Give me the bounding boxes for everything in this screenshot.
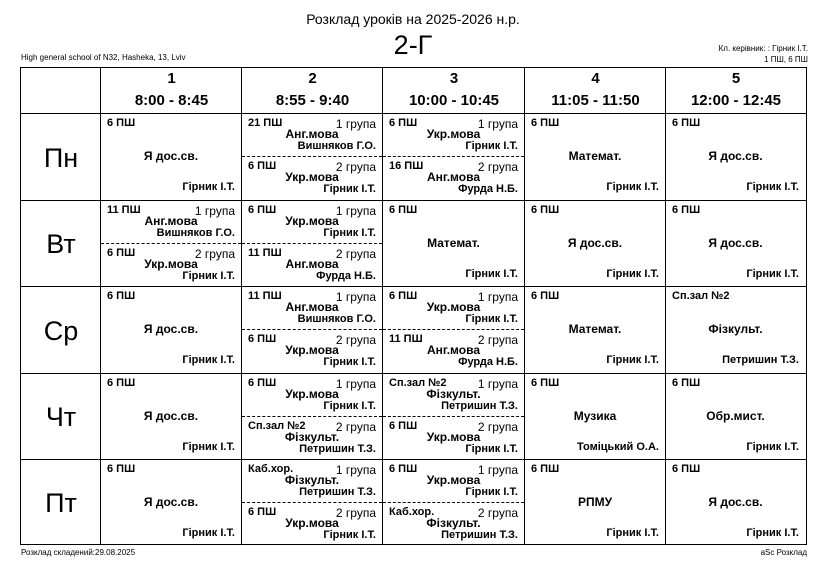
lesson-teacher: Гірник І.Т. — [182, 527, 235, 539]
lesson-subject: Фізкульт. — [426, 516, 481, 530]
lesson-room: Сп.зал №2 — [389, 377, 447, 389]
lesson-subject: Обр.мист. — [706, 409, 765, 423]
lesson-group: 2 група — [335, 506, 376, 520]
lesson-teacher: Гірник І.Т. — [182, 181, 235, 193]
lesson-teacher: Гірник І.Т. — [182, 270, 235, 282]
lesson-room: Сп.зал №2 — [672, 290, 730, 302]
lesson-subject: Я дос.св. — [143, 149, 199, 163]
group-lesson-top — [383, 287, 524, 329]
lesson-cell[interactable] — [383, 460, 524, 545]
group-lesson-top — [101, 201, 241, 243]
period-header — [383, 68, 525, 114]
period-number: 4 — [591, 70, 600, 87]
lesson-cell[interactable] — [383, 201, 524, 286]
lesson-room: 6 ПШ — [107, 117, 136, 129]
lesson-subject: Я дос.св. — [143, 495, 199, 509]
lesson-subject: Фізкульт. — [708, 322, 763, 336]
lesson-subject: Музика — [573, 409, 617, 423]
lesson-subject: Я дос.св. — [708, 495, 763, 509]
lesson-room: Каб.хор. — [389, 506, 435, 518]
lesson-subject: Фізкульт. — [426, 387, 481, 401]
lesson-cell[interactable] — [242, 201, 382, 286]
lesson-teacher: Гірник І.Т. — [606, 527, 659, 539]
lesson-group: 1 група — [477, 377, 518, 391]
lesson-cell[interactable] — [242, 460, 382, 545]
timetable-title: Розклад уроків на 2025-2026 н.р. — [306, 11, 520, 27]
lesson-subject: Фізкульт. — [284, 473, 340, 487]
lesson-subject: Математ. — [568, 149, 622, 163]
lesson-room: 6 ПШ — [531, 290, 560, 302]
lesson-room: 6 ПШ — [248, 204, 277, 216]
lesson-teacher: Гірник І.Т. — [606, 354, 659, 366]
period-number: 5 — [731, 70, 741, 87]
lesson-subject: Анг.мова — [427, 170, 480, 184]
lesson-teacher: Гірник І.Т. — [746, 441, 799, 453]
lesson-subject: Я дос.св. — [708, 236, 763, 250]
lesson-subject: Укр.мова — [426, 300, 481, 314]
lesson-cell[interactable] — [666, 374, 805, 459]
group-divider — [242, 416, 382, 417]
lesson-cell[interactable] — [525, 114, 665, 200]
period-header — [666, 68, 806, 114]
lesson-cell[interactable] — [666, 201, 805, 286]
group-lesson-top — [242, 460, 382, 502]
lesson-room: 6 ПШ — [107, 463, 136, 475]
group-lesson-top — [383, 114, 524, 156]
lesson-teacher: Фурда Н.Б. — [316, 270, 376, 282]
lesson-subject: Укр.мова — [285, 214, 339, 228]
group-divider — [383, 502, 524, 503]
lesson-cell[interactable] — [242, 287, 382, 373]
lesson-room: 6 ПШ — [531, 377, 560, 389]
lesson-cell[interactable] — [242, 374, 382, 459]
group-lesson-top — [242, 201, 382, 243]
lesson-teacher: Гірник І.Т. — [746, 527, 799, 539]
lesson-cell[interactable] — [525, 460, 665, 545]
lesson-teacher: Томіцький О.А. — [576, 441, 659, 453]
lesson-subject: Математ. — [568, 322, 622, 336]
lesson-group: 2 група — [335, 333, 376, 347]
lesson-teacher: Гірник І.Т. — [323, 227, 376, 239]
lesson-teacher: Гірник І.Т. — [606, 268, 659, 280]
day-label: Ср — [43, 316, 79, 346]
lesson-room: 6 ПШ — [248, 377, 277, 389]
lesson-subject: Укр.мова — [144, 257, 198, 271]
lesson-room: 6 ПШ — [389, 463, 418, 475]
lesson-teacher: Гірник І.Т. — [746, 268, 799, 280]
lesson-teacher: Вишняков Г.О. — [156, 227, 235, 239]
day-label: Пт — [45, 488, 77, 518]
group-divider — [242, 329, 382, 330]
lesson-teacher: Петришин Т.З. — [441, 529, 518, 541]
lesson-group: 2 група — [477, 160, 518, 174]
period-time: 10:00 - 10:45 — [408, 92, 500, 109]
class-name: 2-Г — [393, 30, 433, 60]
lesson-room: 6 ПШ — [248, 506, 277, 518]
period-time: 12:00 - 12:45 — [690, 92, 782, 109]
lesson-teacher: Гірник І.Т. — [323, 183, 376, 195]
lesson-teacher: Гірник І.Т. — [182, 354, 235, 366]
group-divider — [383, 329, 524, 330]
group-lesson-bottom — [242, 244, 382, 286]
lesson-room: 11 ПШ — [248, 247, 282, 259]
lesson-group: 2 група — [335, 160, 376, 174]
lesson-group: 1 група — [477, 117, 518, 131]
lesson-cell[interactable] — [525, 374, 665, 459]
lesson-subject: Я дос.св. — [143, 322, 199, 336]
lesson-room: 6 ПШ — [672, 204, 701, 216]
period-time: 8:55 - 9:40 — [275, 92, 350, 109]
lesson-group: 1 група — [477, 463, 518, 477]
group-lesson-bottom — [383, 417, 524, 459]
lesson-teacher: Гірник І.Т. — [746, 181, 799, 193]
lesson-cell[interactable] — [101, 460, 241, 545]
lesson-subject: Анг.мова — [285, 300, 339, 314]
lesson-group: 1 група — [335, 290, 376, 304]
group-lesson-bottom — [383, 503, 524, 545]
lesson-room: 6 ПШ — [531, 463, 560, 475]
lesson-cell[interactable] — [666, 114, 805, 200]
class-rooms-line: 1 ПШ, 6 ПШ — [764, 55, 808, 64]
lesson-room: 6 ПШ — [248, 333, 277, 345]
period-header — [525, 68, 666, 114]
lesson-group: 1 група — [335, 204, 376, 218]
lesson-cell[interactable] — [242, 114, 382, 200]
lesson-teacher: Гірник І.Т. — [465, 268, 518, 280]
lesson-group: 1 група — [477, 290, 518, 304]
group-divider — [242, 502, 382, 503]
lesson-teacher: Гірник І.Т. — [465, 443, 518, 455]
lesson-teacher: Вишняков Г.О. — [297, 313, 376, 325]
group-divider — [242, 243, 382, 244]
lesson-cell[interactable] — [101, 287, 241, 373]
group-lesson-bottom — [242, 157, 382, 199]
lesson-group: 2 група — [477, 333, 518, 347]
lesson-teacher: Гірник І.Т. — [606, 181, 659, 193]
class-teacher-info — [719, 43, 808, 65]
lesson-subject: Анг.мова — [285, 257, 339, 271]
group-divider — [383, 156, 524, 157]
lesson-group: 1 група — [335, 463, 376, 477]
lesson-room: 6 ПШ — [107, 290, 136, 302]
lesson-room: 6 ПШ — [107, 377, 136, 389]
period-header — [242, 68, 383, 114]
lesson-room: 11 ПШ — [248, 290, 282, 302]
lesson-subject: Анг.мова — [427, 343, 480, 357]
lesson-subject: Я дос.св. — [708, 149, 763, 163]
lesson-teacher: Фурда Н.Б. — [458, 356, 518, 368]
lesson-room: 6 ПШ — [389, 204, 418, 216]
group-divider — [242, 156, 382, 157]
group-lesson-top — [242, 374, 382, 416]
group-divider — [383, 416, 524, 417]
group-lesson-bottom — [242, 330, 382, 372]
period-number: 3 — [449, 70, 459, 87]
lesson-teacher: Гірник І.Т. — [465, 313, 518, 325]
lesson-group: 2 група — [335, 420, 376, 434]
group-lesson-top — [242, 114, 382, 156]
lesson-cell[interactable] — [383, 114, 524, 200]
lesson-cell[interactable] — [101, 374, 241, 459]
lesson-teacher: Петришин Т.З. — [722, 354, 799, 366]
lesson-subject: Укр.мова — [285, 170, 339, 184]
group-lesson-bottom — [242, 503, 382, 545]
lesson-cell[interactable] — [383, 287, 524, 373]
lesson-teacher: Гірник І.Т. — [465, 140, 518, 152]
lesson-cell[interactable] — [383, 374, 524, 459]
timetable-grid — [20, 67, 807, 545]
lesson-room: 6 ПШ — [672, 463, 701, 475]
lesson-group: 1 група — [335, 117, 376, 131]
lesson-group: 1 група — [194, 204, 235, 218]
lesson-subject: Анг.мова — [144, 214, 198, 228]
lesson-room: 6 ПШ — [672, 117, 701, 129]
lesson-subject: Анг.мова — [285, 127, 339, 141]
lesson-subject: Я дос.св. — [143, 409, 199, 423]
lesson-room: 11 ПШ — [389, 333, 423, 345]
lesson-teacher: Гірник І.Т. — [323, 529, 376, 541]
lesson-cell[interactable] — [525, 201, 665, 286]
group-lesson-top — [242, 287, 382, 329]
lesson-cell[interactable] — [101, 114, 241, 200]
lesson-subject: Укр.мова — [426, 430, 481, 444]
lesson-subject: Укр.мова — [426, 473, 481, 487]
lesson-room: 6 ПШ — [531, 117, 560, 129]
lesson-room: 16 ПШ — [389, 160, 424, 172]
lesson-subject: Укр.мова — [285, 343, 339, 357]
lesson-room: Сп.зал №2 — [248, 420, 306, 432]
lesson-room: 21 ПШ — [248, 117, 283, 129]
lesson-room: 6 ПШ — [389, 420, 418, 432]
group-lesson-bottom — [101, 244, 241, 286]
lesson-room: 6 ПШ — [531, 204, 560, 216]
lesson-room: 6 ПШ — [389, 117, 418, 129]
day-label: Вт — [46, 229, 76, 259]
lesson-room: 6 ПШ — [672, 377, 701, 389]
lesson-teacher: Гірник І.Т. — [323, 400, 376, 412]
lesson-group: 1 група — [335, 377, 376, 391]
period-time: 8:00 - 8:45 — [134, 92, 209, 109]
lesson-subject: Математ. — [427, 236, 480, 250]
lesson-room: 6 ПШ — [107, 247, 136, 259]
lesson-cell[interactable] — [666, 460, 805, 545]
lesson-teacher: Петришин Т.З. — [299, 443, 376, 455]
group-lesson-bottom — [383, 330, 524, 372]
lesson-cell[interactable] — [101, 201, 241, 286]
lesson-group: 2 група — [335, 247, 376, 261]
group-lesson-bottom — [383, 157, 524, 199]
lesson-cell[interactable] — [525, 287, 665, 373]
created-date: Розклад складений:29.08.2025 — [21, 548, 136, 557]
group-divider — [101, 243, 241, 244]
lesson-room: Каб.хор. — [248, 463, 294, 475]
lesson-cell[interactable] — [666, 287, 805, 373]
lesson-group: 2 група — [477, 506, 518, 520]
lesson-subject: Укр.мова — [285, 516, 339, 530]
lesson-subject: Фізкульт. — [284, 430, 340, 444]
lesson-teacher: Петришин Т.З. — [441, 400, 518, 412]
day-label: Пн — [43, 143, 79, 173]
lesson-subject: Укр.мова — [285, 387, 339, 401]
lesson-group: 2 група — [477, 420, 518, 434]
lesson-room: 6 ПШ — [389, 290, 418, 302]
lesson-room: 11 ПШ — [107, 204, 141, 216]
lesson-group: 2 група — [194, 247, 235, 261]
lesson-teacher: Вишняков Г.О. — [297, 140, 376, 152]
lesson-subject: Я дос.св. — [567, 236, 623, 250]
generator-name: aSc Розклад — [760, 548, 807, 557]
period-header — [101, 68, 242, 114]
school-name: High general school of N32, Hasheka, 13, Lviv — [21, 53, 186, 62]
day-label: Чт — [45, 402, 77, 432]
group-lesson-bottom — [242, 417, 382, 459]
lesson-room: 6 ПШ — [248, 160, 277, 172]
period-number: 1 — [167, 70, 176, 87]
lesson-teacher: Гірник І.Т. — [182, 441, 235, 453]
lesson-teacher: Петришин Т.З. — [299, 486, 376, 498]
lesson-subject: РПМУ — [577, 495, 613, 509]
lesson-subject: Укр.мова — [426, 127, 481, 141]
class-teacher-line: Кл. керівник: : Гірник І.Т. — [718, 44, 808, 53]
group-lesson-top — [383, 460, 524, 502]
period-time: 11:05 - 11:50 — [551, 92, 640, 109]
lesson-teacher: Гірник І.Т. — [465, 486, 518, 498]
period-number: 2 — [308, 70, 317, 87]
group-lesson-top — [383, 374, 524, 416]
lesson-teacher: Гірник І.Т. — [323, 356, 376, 368]
lesson-teacher: Фурда Н.Б. — [458, 183, 518, 195]
